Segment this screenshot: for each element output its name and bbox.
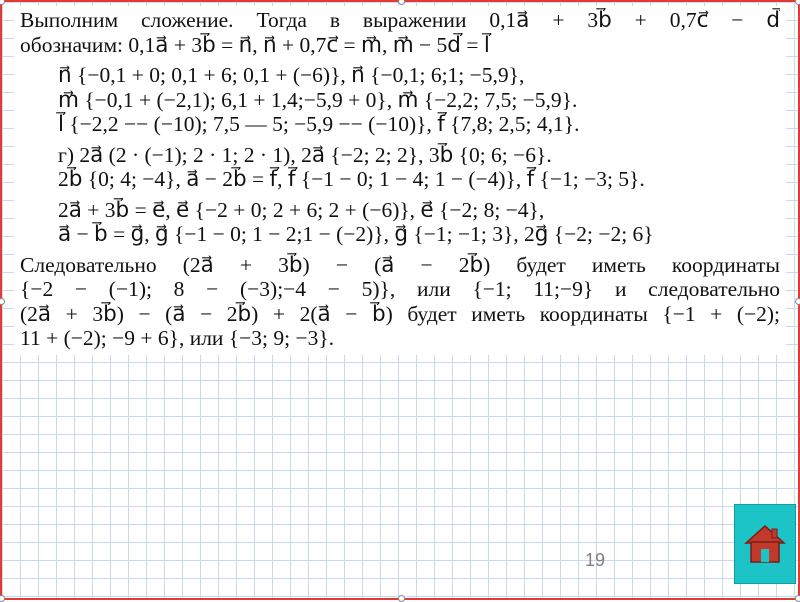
solution-text <box>14 6 786 355</box>
resize-handle-middle-left[interactable] <box>0 298 5 305</box>
text-line: 2a⃗ + 3b⃗ = e⃗, e⃗ {−2 + 0; 2 + 6; 2 + (−6)}, e⃗ {−2; 8; −4}, <box>58 197 545 222</box>
text-line: обозначим: 0,1a⃗ + 3b⃗ = n⃗, n⃗ + 0,7c⃗ = m⃗, m⃗ − 5d⃗ = l⃗ <box>20 32 490 57</box>
resize-handle-top-center[interactable] <box>398 0 405 5</box>
text-line: 11 + (−2); −9 + 6}, или {−3; 9; −3}. <box>20 326 335 350</box>
page-number: 19 <box>585 550 606 570</box>
text-line: г) 2a⃗ (2 · (−1); 2 · 1; 2 · 1), 2a⃗ {−2; 2; 2}, 3b⃗ {0; 6; −6}. <box>58 142 552 167</box>
text-line: a⃗ − b⃗ = g⃗, g⃗ {−1 − 0; 1 − 2;1 − (−2)}, g⃗ {−1; −1; 3}, 2g⃗ {−2; −2; 6} <box>58 222 654 246</box>
text-line: m⃗ {−0,1 + (−2,1); 6,1 + 1,4;−5,9 + 0}, m⃗ {−2,2; 7,5; −5,9}. <box>58 87 578 112</box>
resize-handle-top-right[interactable] <box>795 0 800 5</box>
text-line: 2b⃗ {0; 4; −4}, a⃗ − 2b⃗ = f⃗, f⃗ {−1 − 0; 1 − 4; 1 − (−4)}, f⃗ {−1; −3; 5}. <box>58 167 645 191</box>
resize-handle-bottom-left[interactable] <box>0 595 5 602</box>
resize-handle-middle-right[interactable] <box>795 298 800 305</box>
text-line: (2a⃗ + 3b⃗) − (a⃗ − 2b⃗) + 2(a⃗ − b⃗) будет иметь координаты {−1 + (−2); <box>20 301 780 326</box>
text-line: Следовательно (2a⃗ + 3b⃗) − (a⃗ − 2b⃗) будет иметь координаты <box>20 252 780 277</box>
resize-handle-top-left[interactable] <box>0 0 5 5</box>
home-icon <box>742 521 788 567</box>
text-line: Выполним сложение. Тогда в выражении 0,1a⃗ + 3b⃗ + 0,7c⃗ − d⃗ <box>20 8 780 32</box>
text-line: {−2 − (−1); 8 − (−3);−4 − 5)}, или {−1; 11;−9} и следовательно <box>20 277 780 301</box>
home-button[interactable] <box>734 504 796 584</box>
text-line: l⃗ {−2,2 −− (−10); 7,5 — 5; −5,9 −− (−10)}, f⃗ {7,8; 2,5; 4,1}. <box>58 112 580 136</box>
text-line: n⃗ {−0,1 + 0; 0,1 + 6; 0,1 + (−6)}, n⃗ {−0,1; 6;1; −5,9}, <box>58 63 525 87</box>
resize-handle-bottom-center[interactable] <box>398 595 405 602</box>
resize-handle-bottom-right[interactable] <box>795 595 800 602</box>
